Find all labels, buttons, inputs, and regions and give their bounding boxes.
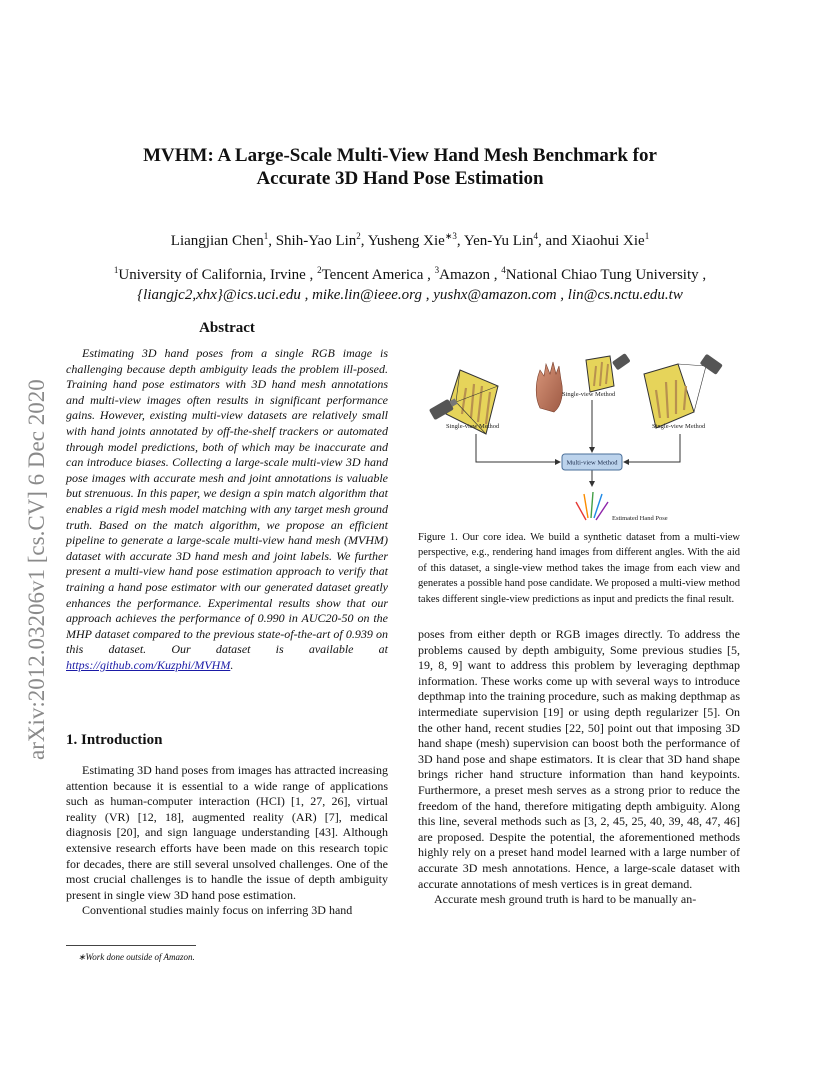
affil-sup: 4 [501, 265, 506, 275]
title-line-2: Accurate 3D Hand Pose Estimation [256, 168, 544, 189]
author-list: Liangjian Chen$^1$, Shih-Yao Lin$^2$, Yusheng Xie$^{∗3}$, Yen-Yu Lin$^4$, and Xiaohui Xie$^1$ [170, 231, 650, 249]
arxiv-side-stamp [18, 290, 52, 760]
dataset-link[interactable]: https://github.com/Kuzphi/MVHM [66, 657, 231, 672]
author-name: Yen-Yu Lin [463, 233, 534, 249]
author-sup: 4 [533, 231, 539, 241]
intro-paragraph: Conventional studies mainly focus on inferring 3D hand [82, 903, 353, 918]
multi-view-label: Multi-view Method [566, 459, 618, 467]
paper-title [100, 144, 700, 190]
single-view-label-left: Single-view Method [446, 423, 500, 430]
abstract-heading: Abstract [199, 320, 255, 336]
intro-paragraph: Estimating 3D hand poses from images has attracted increasing attention because it is essential to a wide range of applications such as human-computer interaction (HCI) [1, 27, 26], virtual reality (VR) [12, 18], augmented reality (AR) [7], medical diagnosis [20], and sign language understanding [43]. Although extensive research efforts have been made on this research topic for decades, there are still several unsolved challenges. One of the most crucial challenges is to handle the issue of depth ambiguity present in single view 3D hand pose estimation. [66, 763, 388, 902]
footnote: ∗Work done outside of Amazon. [78, 952, 195, 962]
affil-sup: 2 [317, 265, 322, 275]
right-view-frustum [644, 364, 706, 428]
camera-icon [700, 354, 723, 375]
author-name: Yusheng Xie [367, 233, 445, 249]
body-paragraph: poses from either depth or RGB images directly. To address the problems caused by depth ambiguity, Some previous studies [5, 19, 8, 9] want to address this problem by leveraging depthmap information. These works come up with several ways to introduce depthmap into the training procedure, such as making depthmap as intermediate supervision [19] or using depth regularizer [5]. On the other hand, recent studies [22, 50] point out that imposing 3D hand shape (mesh) supervision can boost both the performance of 3D hand pose and shape estimators. It is clear that 3D hand shape brings richer hand structure information than hand keypoints. Furthermore, a preset mesh serves as a strong prior to reduce the freedom of the hand, therefore mitigating depth ambiguity. Along this line, several methods such as [3, 2, 45, 25, 40, 39, 48, 47, 46] are proposed. Despite the potential, the aforementioned methods highly rely on a preset hand model learned with a large number of accurate 3D mesh annotations. Hence, a large-scale dataset with accurate annotations of mesh vertices is in great demand. [418, 627, 740, 891]
figure-caption: Figure 1. Our core idea. We build a synthetic dataset from a multi-view perspective, e.g., rendering hand images from different angles. With the aid of this dataset, a single-view method takes the image from each view and generates a possible hand pose candidate. We proposed a multi-view method takes different single-view predictions as input and predicts the final result. [418, 532, 740, 605]
introduction-text [66, 763, 388, 919]
affil-text: University of California, Irvine , [118, 267, 314, 283]
affiliations [60, 265, 760, 305]
flow-arrows [476, 400, 680, 486]
author-emails: {liangjc2,xhx}@ics.uci.edu , mike.lin@ieee.org , yushx@amazon.com , lin@cs.nctu.edu.tw [137, 287, 683, 303]
single-view-label-right: Single-view Method [652, 423, 706, 430]
title-line-1: MVHM: A Large-Scale Multi-View Hand Mesh Benchmark for [143, 145, 657, 166]
estimated-hand-pose-label: Estimated Hand Pose [612, 515, 668, 522]
author-name: Liangjian Chen [170, 233, 264, 249]
hand-render-icon [536, 362, 562, 412]
author-sup: ∗3 [444, 231, 457, 241]
abstract-body: Estimating 3D hand poses from a single RGB image is challenging because depth ambiguity leads the problem ill-posed. Training hand pose estimators with 3D hand mesh annotations and multi-view images often results in significant performance gains. However, existing multi-view datasets are relatively small with hand joints annotated by off-the-shelf trackers or automated through model predictions, both of which may be inaccurate and can introduce biases. Collecting a large-scale multi-view 3D hand pose images with accurate mesh and joint annotations is valuable but strenuous. In this paper, we design a spin match algorithm that enables a rigid mesh model matching with any target mesh ground truth. Based on the match algorithm, we propose an efficient pipeline to generate a large-scale multi-view hand mesh (MVHM) dataset with accurate 3D hand mesh and joint labels. We further present a multi-view hand pose estimation approach to verify that training a hand pose estimator with our generated dataset greatly enhances the performance. Experimental results show that our approach achieves the performance of 0.990 in AUC20-50 on the MHP dataset compared to the previous state-of-the-art of 0.939 on this dataset. Our dataset is available at [66, 346, 388, 657]
figure-1 [416, 352, 740, 524]
arxiv-id: arXiv:2012.03206v1 [cs.CV] 6 Dec 2020 [24, 379, 49, 760]
affiliation-line [60, 265, 760, 285]
author-name: and Xiaohui Xie [545, 233, 645, 249]
right-column-text [418, 627, 740, 908]
affil-text: Amazon , [439, 267, 498, 283]
author-sup: 2 [356, 231, 361, 241]
affil-sup: 3 [434, 265, 440, 275]
estimated-hand-pose-icon [576, 492, 608, 520]
abstract-tail: . [230, 657, 234, 672]
affil-sup: 1 [113, 265, 119, 275]
top-view-frustum [586, 356, 614, 392]
affil-text: Tencent America , [321, 267, 431, 283]
single-view-label-top: Single-view Method [562, 391, 616, 398]
camera-icon [612, 353, 631, 370]
author-sup: 1 [644, 231, 650, 241]
abstract-text [66, 346, 388, 673]
footnote-divider [66, 945, 196, 946]
affil-text: National Chiao Tung University , [505, 267, 707, 283]
section-heading-introduction: 1. Introduction [66, 732, 163, 748]
author-name: Shih-Yao Lin [275, 233, 357, 249]
body-paragraph: Accurate mesh ground truth is hard to be manually an- [434, 892, 697, 907]
author-sup: 1 [263, 231, 269, 241]
